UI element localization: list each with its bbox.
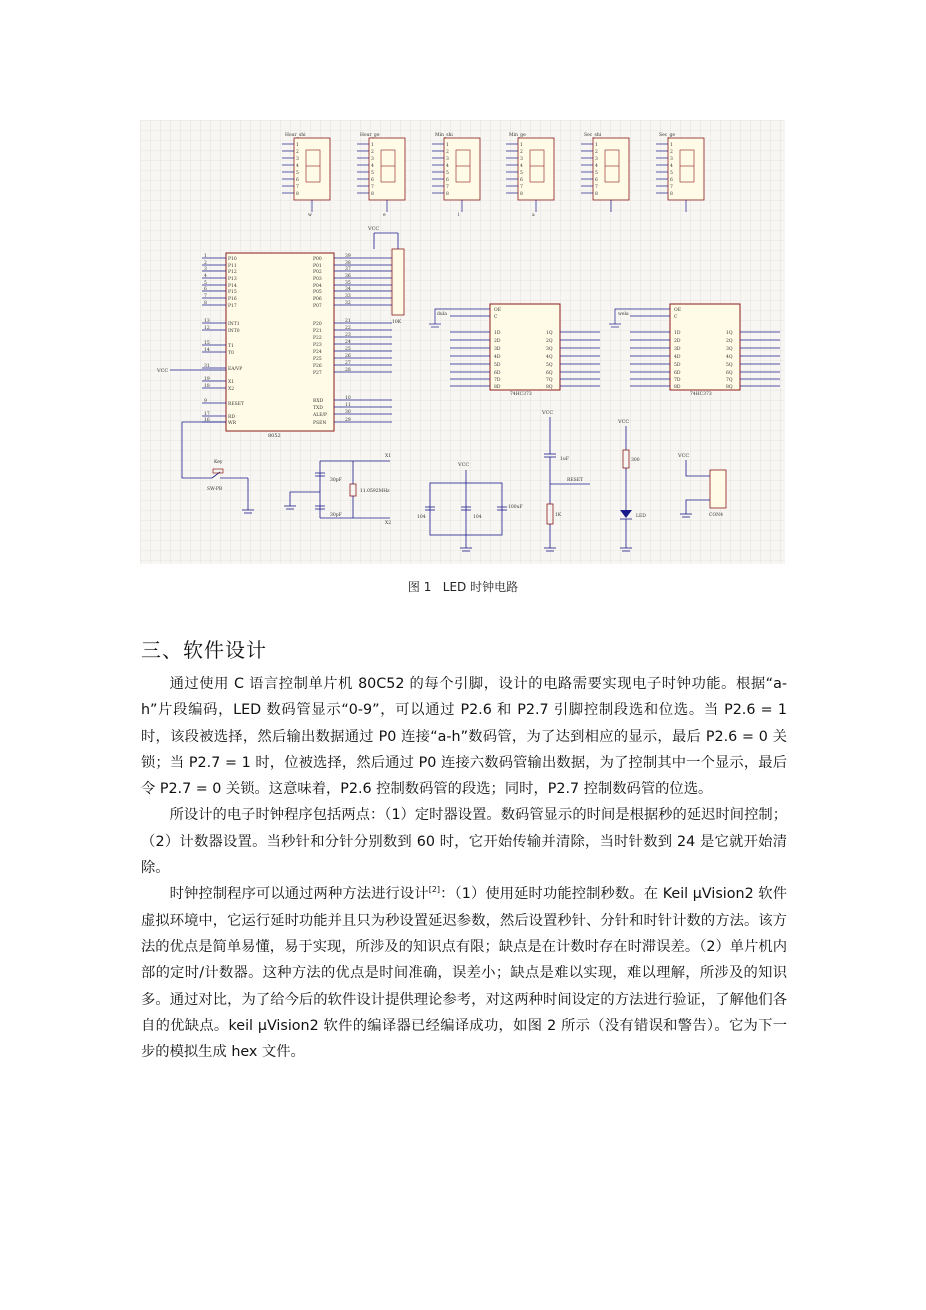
circuit-figure	[140, 120, 785, 564]
display-pin-number: 1	[670, 143, 673, 148]
latch-left-pin-label: 1D	[674, 331, 681, 336]
latch-chip-label: 74HC373	[510, 392, 532, 397]
display-pin-number: 5	[520, 171, 523, 176]
mcu-left-pin-label: T0	[228, 351, 234, 356]
latch-right-pin-label: 1Q	[546, 331, 553, 336]
mcu-right-pin-number: 22	[345, 326, 351, 331]
latch-right-pin-label: 7Q	[546, 378, 553, 383]
latch-left-pin-label: 5D	[674, 363, 681, 368]
display-name: Min_ge	[509, 133, 526, 138]
display-pin-number: 7	[371, 185, 374, 190]
mcu-right-pin-number: 32	[345, 301, 351, 306]
mcu-right-pin-label: P26	[313, 364, 322, 369]
vcc-label-led: VCC	[618, 419, 630, 425]
switch-label: SW-PB	[207, 487, 223, 492]
mcu-right-pin-number: 33	[345, 294, 351, 299]
mcu-left-pin-number: 31	[204, 364, 210, 369]
display-pin-number: 7	[670, 185, 673, 190]
display-pin-number: 1	[371, 143, 374, 148]
display-name: Hour_shi	[285, 133, 306, 138]
display-wela: a	[532, 213, 535, 218]
caption-number: 图 1	[407, 580, 432, 594]
latch-chip-label: 74HC373	[690, 392, 712, 397]
display-pin-number: 2	[595, 150, 598, 155]
latch-right-pin-label: 3Q	[726, 347, 733, 352]
display-pin-number: 1	[296, 143, 299, 148]
mcu-left-pin-label: P10	[228, 257, 237, 262]
latch-right-pin-label: 6Q	[726, 371, 733, 376]
display-pin-number: 3	[371, 157, 374, 162]
mcu-left-pin-label: T1	[228, 344, 234, 349]
mcu-right-pin-number: 29	[345, 418, 351, 423]
latch-left-pin-label: C	[494, 315, 498, 320]
mcu-left-pin-number: 3	[204, 267, 207, 272]
figure-caption	[0, 578, 926, 595]
mcu-left-pin-number: 5	[204, 281, 207, 286]
vcc-label-con: VCC	[678, 453, 690, 459]
mcu-left-pin-label: WR	[228, 421, 237, 426]
cap30-label-2: 30pF	[330, 513, 342, 518]
display-pin-number: 5	[371, 171, 374, 176]
paragraph-2: 所设计的电子时钟程序包括两点：（1）定时器设置。数码管显示的时间是根据秒的延迟时间控制；（2）计数器设置。当秒针和分针分别数到 60 时，它开始传输并清除，当时针数到 24 是它就开始清除。	[141, 807, 787, 877]
mcu-right-pin-label: P03	[313, 277, 322, 282]
mcu-left-pin-number: 18	[204, 384, 210, 389]
display-pin-number: 4	[371, 164, 374, 169]
mcu-left-pin-label: P15	[228, 290, 237, 295]
display-pin-number: 4	[670, 164, 673, 169]
mcu-right-pin-label: P04	[313, 284, 322, 289]
mcu-right-pin-number: 37	[345, 267, 351, 272]
display-name: Hour_ge	[360, 133, 380, 138]
mcu-left-pin-label: RD	[228, 415, 235, 420]
latch-left-pin-label: OE	[674, 308, 681, 313]
paragraph-1: 通过使用 C 语言控制单片机 80C52 的每个引脚，设计的电路需要实现电子时钟功能。根据“a-h”片段编码，LED 数码管显示“0-9”，可以通过 P2.6 和 P2.7 引脚控制段选和位选。当 P2.6 = 1 时，该段被选择，然后输出数据通过 P0 连接“a-h”数码管，为了达到相应的显示，最后 P2.6 = 0 关锁；当 P2.7 = 1 时，位被选择，然后通过 P0 连接六数码管输出数据，为了控制其中一个显示，最后令 P2.7 = 0 关锁。这意味着，P2.6 控制数码管的段选；同时，P2.7 控制数码管的位选。	[141, 676, 787, 798]
latch-left-pin-label: 7D	[494, 378, 501, 383]
cap1u-label: 1uF	[560, 457, 569, 462]
mcu-right-pin-number: 10	[345, 396, 351, 401]
mcu-right-pin-label: ALE/P	[313, 413, 328, 418]
x1-label: X1	[385, 454, 392, 459]
resistor-pack-label: 10K	[392, 320, 402, 325]
mcu-right-pin-label: P01	[313, 264, 322, 269]
mcu-right-pin-number: 38	[345, 261, 351, 266]
latch-right-pin-label: 6Q	[546, 371, 553, 376]
latch-right-pin-label: 5Q	[726, 363, 733, 368]
mcu-right-pin-number: 21	[345, 319, 351, 324]
mcu-label: 8052	[268, 433, 281, 439]
mcu-left-pin-label: INT0	[228, 329, 240, 334]
display-wela: w	[308, 213, 312, 218]
latch-left-pin-label: 3D	[674, 347, 681, 352]
mcu-right-pin-label: PSEN	[313, 421, 327, 426]
mcu-left-pin-number: 8	[204, 301, 207, 306]
display-pin-number: 8	[371, 192, 374, 197]
mcu-left-pin-label: X2	[228, 387, 235, 392]
mcu-left-pin-number: 6	[204, 287, 207, 292]
display-pin-number: 2	[670, 150, 673, 155]
display-pin-number: 2	[520, 150, 523, 155]
key-label: Key	[214, 460, 223, 465]
latch-right-pin-label: 7Q	[726, 378, 733, 383]
caption-text: LED 时钟电路	[442, 580, 519, 594]
display-name: Sec_shi	[584, 133, 602, 138]
section-body	[141, 671, 787, 1065]
mcu-right-pin-label: P22	[313, 336, 322, 341]
display-pin-number: 6	[446, 178, 449, 183]
latch-left-pin-label: 2D	[494, 339, 501, 344]
mcu-left-pin-label: EA/VP	[228, 367, 243, 372]
display-pin-number: 5	[296, 171, 299, 176]
display-pin-number: 3	[595, 157, 598, 162]
display-pin-number: 6	[520, 178, 523, 183]
display-pin-number: 7	[296, 185, 299, 190]
latch-left-pin-label: 1D	[494, 331, 501, 336]
mcu-left-pin-number: 1	[204, 254, 207, 259]
display-pin-number: 3	[446, 157, 449, 162]
latch-right-pin-label: 3Q	[546, 347, 553, 352]
mcu-left-pin-number: 15	[204, 341, 210, 346]
latch-left-pin-label: 4D	[494, 355, 501, 360]
display-name: Sec_ge	[659, 133, 676, 138]
display-pin-number: 1	[520, 143, 523, 148]
latch-left-pin-label: 4D	[674, 355, 681, 360]
display-pin-number: 6	[595, 178, 598, 183]
cap100u-label: 100uF	[508, 505, 523, 510]
display-pin-number: 3	[670, 157, 673, 162]
display-pin-number: 5	[670, 171, 673, 176]
mcu-right-pin-number: 27	[345, 361, 351, 366]
mcu-left-pin-label: P13	[228, 277, 237, 282]
mcu-left-pin-number: 16	[204, 418, 210, 423]
mcu-right-pin-label: P24	[313, 350, 322, 355]
display-pin-number: 7	[595, 185, 598, 190]
latch-left-pin-label: 8D	[674, 385, 681, 390]
display-pin-number: 7	[446, 185, 449, 190]
latch-left-pin-label: 6D	[674, 371, 681, 376]
mcu-right-pin-label: P20	[313, 322, 322, 327]
mcu-right-pin-label: P06	[313, 297, 322, 302]
display-pin-number: 6	[670, 178, 673, 183]
display-pin-number: 1	[595, 143, 598, 148]
display-pin-number: 2	[296, 150, 299, 155]
display-pin-number: 3	[520, 157, 523, 162]
display-pin-number: 8	[595, 192, 598, 197]
mcu-right-pin-number: 28	[345, 368, 351, 373]
display-wela: e	[383, 213, 386, 218]
wela-label: wela	[618, 312, 629, 317]
citation-ref[interactable]: [2]	[428, 885, 441, 895]
mcu-right-pin-number: 39	[345, 254, 351, 259]
mcu-right-pin-number: 26	[345, 354, 351, 359]
latch-left-pin-label: 7D	[674, 378, 681, 383]
mcu-right-pin-number: 24	[345, 340, 351, 345]
cap104-label-1: 104	[417, 515, 426, 520]
mcu-left-pin-number: 2	[204, 261, 207, 266]
mcu-left-pin-number: 9	[204, 399, 207, 404]
vcc-label-top: VCC	[368, 226, 380, 232]
mcu-right-pin-label: P05	[313, 290, 322, 295]
mcu-right-pin-number: 36	[345, 274, 351, 279]
mcu-left-pin-number: 7	[204, 294, 207, 299]
display-pin-number: 1	[446, 143, 449, 148]
mcu-right-pin-label: TXD	[313, 406, 323, 411]
crystal-label: 11.0592MHz	[360, 489, 390, 494]
cap30-label-1: 30pF	[330, 478, 342, 483]
paragraph-3-part-2: ：（1）使用延时功能控制秒数。在 Keil μVision2 软件虚拟环境中，它运行延时功能并且只为秒设置延迟参数，然后设置秒针、分针和时针计数的方法。该方法的优点是简单易懂，易于实现，所涉及的知识点有限；缺点是在计数时存在时滞误差。（2）单片机内部的定时/计数器。这种方法的优点是时间准确，误差小；缺点是难以实现，难以理解，所涉及的知识多。通过对比，为了给今后的软件设计提供理论参考，对这两种时间设定的方法进行验证，了解他们各自的优缺点。keil μVision2 软件的编译器已经编译成功，如图 2 所示（没有错误和警告）。它为下一步的模拟生成 hex 文件。	[141, 886, 787, 1061]
mcu-right-pin-label: P23	[313, 343, 322, 348]
display-pin-number: 4	[520, 164, 523, 169]
display-name: Min_shi	[435, 133, 453, 138]
latch-right-pin-label: 4Q	[546, 355, 553, 360]
paragraph-3-part-1: 时钟控制程序可以通过两种方法进行设计	[169, 886, 429, 903]
mcu-right-pin-label: P02	[313, 270, 322, 275]
display-pin-number: 8	[670, 192, 673, 197]
display-pin-number: 4	[446, 164, 449, 169]
latch-right-pin-label: 2Q	[546, 339, 553, 344]
paragraph-3	[141, 881, 787, 1065]
mcu-right-pin-number: 25	[345, 347, 351, 352]
vcc-label-ea: VCC	[157, 368, 169, 374]
mcu-left-pin-label: RESET	[228, 402, 245, 407]
mcu-right-pin-number: 34	[345, 287, 351, 292]
r300-label: 300	[631, 458, 640, 463]
mcu-right-pin-number: 30	[345, 410, 351, 415]
display-pin-number: 2	[446, 150, 449, 155]
display-pin-number: 8	[296, 192, 299, 197]
latch-left-pin-label: 5D	[494, 363, 501, 368]
display-pin-number: 5	[446, 171, 449, 176]
display-pin-number: 7	[520, 185, 523, 190]
mcu-right-pin-number: 35	[345, 281, 351, 286]
mcu-left-pin-number: 12	[204, 326, 210, 331]
mcu-left-pin-label: P17	[228, 304, 237, 309]
mcu-left-pin-label: P14	[228, 284, 237, 289]
latch-left-pin-label: 3D	[494, 347, 501, 352]
latch-left-pin-label: C	[674, 315, 678, 320]
latch-right-pin-label: 8Q	[546, 385, 553, 390]
reset-label: RESET	[567, 478, 584, 483]
con-label: CON4	[709, 513, 723, 518]
display-pin-number: 8	[446, 192, 449, 197]
mcu-left-pin-number: 19	[204, 377, 210, 382]
mcu-left-pin-label: P16	[228, 297, 237, 302]
vcc-label-caps: VCC	[458, 462, 470, 468]
latch-right-pin-label: 1Q	[726, 331, 733, 336]
mcu-right-pin-label: P07	[313, 304, 322, 309]
mcu-left-pin-number: 17	[204, 412, 210, 417]
display-pin-number: 4	[595, 164, 598, 169]
mcu-right-pin-label: P21	[313, 329, 322, 334]
mcu-left-pin-number: 14	[204, 348, 210, 353]
display-pin-number: 6	[296, 178, 299, 183]
mcu-left-pin-label: P12	[228, 270, 237, 275]
x2-label: X2	[385, 521, 392, 526]
mcu-left-pin-label: INT1	[228, 322, 240, 327]
display-pin-number: 8	[520, 192, 523, 197]
display-wela: l	[458, 213, 460, 218]
section-heading: 三、软件设计	[141, 638, 267, 662]
dula-label: dula	[437, 312, 447, 317]
latch-right-pin-label: 2Q	[726, 339, 733, 344]
mcu-right-pin-label: P25	[313, 357, 322, 362]
mcu-right-pin-number: 23	[345, 333, 351, 338]
cap104-label-2: 104	[473, 515, 482, 520]
display-pin-number: 2	[371, 150, 374, 155]
latch-left-pin-label: OE	[494, 308, 501, 313]
display-pin-number: 4	[296, 164, 299, 169]
display-pin-number: 6	[371, 178, 374, 183]
schematic-diagram	[140, 120, 785, 564]
latch-right-pin-label: 8Q	[726, 385, 733, 390]
mcu-right-pin-label: RXD	[313, 399, 324, 404]
latch-left-pin-label: 2D	[674, 339, 681, 344]
led-label: LED	[636, 514, 646, 519]
mcu-left-pin-number: 13	[204, 319, 210, 324]
mcu-left-pin-label: P11	[228, 264, 237, 269]
display-pin-number: 5	[595, 171, 598, 176]
mcu-left-pin-label: X1	[228, 380, 235, 385]
latch-right-pin-label: 4Q	[726, 355, 733, 360]
latch-right-pin-label: 5Q	[546, 363, 553, 368]
display-pin-number: 3	[296, 157, 299, 162]
mcu-left-pin-number: 4	[204, 274, 207, 279]
r1k-label: 1K	[555, 513, 562, 518]
mcu-right-pin-label: P27	[313, 371, 322, 376]
latch-left-pin-label: 8D	[494, 385, 501, 390]
mcu-right-pin-label: P00	[313, 257, 322, 262]
latch-left-pin-label: 6D	[494, 371, 501, 376]
vcc-label-reset: VCC	[542, 410, 554, 416]
mcu-right-pin-number: 11	[345, 403, 351, 408]
